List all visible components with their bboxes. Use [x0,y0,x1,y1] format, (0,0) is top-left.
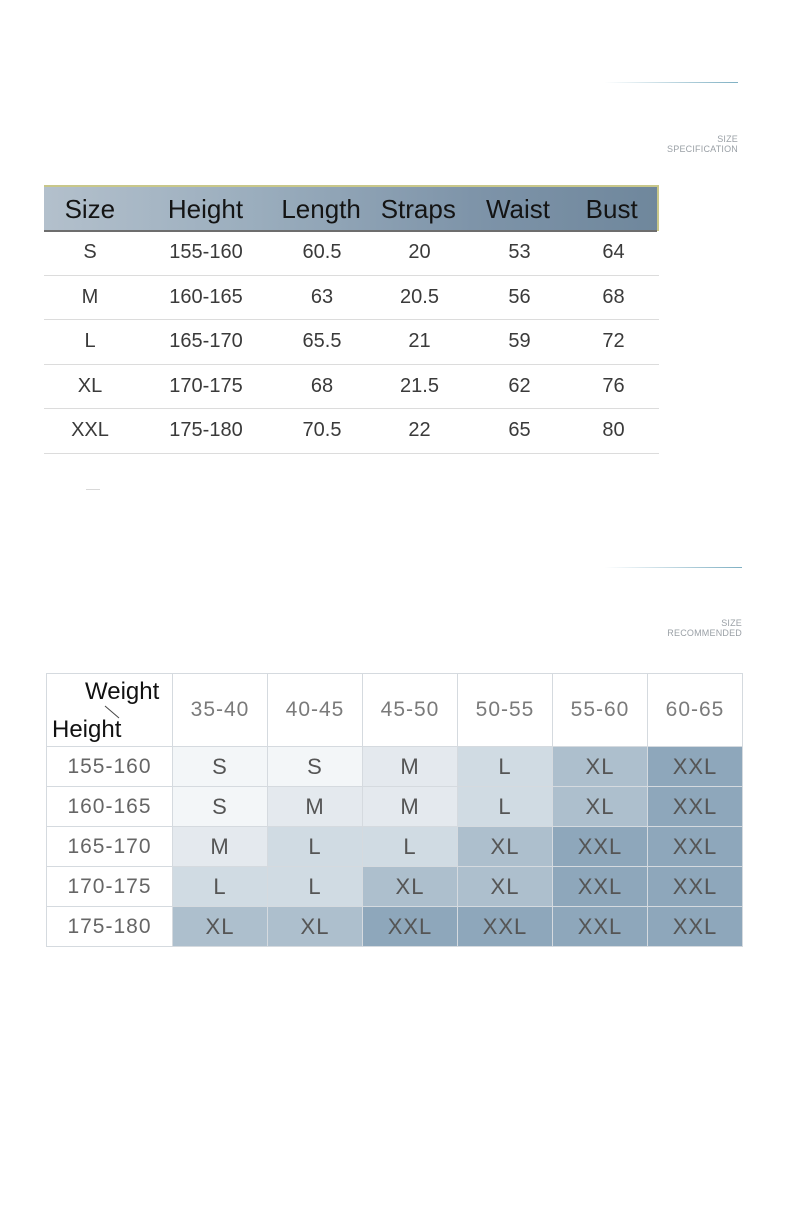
size-cell: XXL [553,827,648,867]
size-cell: L [268,827,363,867]
table-header [47,674,743,747]
size-cell: M [363,747,458,787]
size-cell: XXL [553,907,648,947]
size-cell: L [173,867,268,907]
table-row [47,827,743,867]
weight-header: 60-65 [648,674,743,747]
size-cell: XL [458,867,553,907]
height-header: 175-180 [47,907,173,947]
table-cell: 175-180 [169,419,243,442]
size-cell: L [268,867,363,907]
size-specification-table [44,185,659,454]
size-cell: S [173,747,268,787]
decorative-line [86,489,100,490]
decorative-line [604,82,738,83]
height-header: 155-160 [47,747,173,787]
size-cell: L [458,747,553,787]
table-cell: 20 [408,241,431,264]
size-cell: XL [553,747,648,787]
table-cell: 65 [508,419,531,442]
table-cell: 21.5 [400,374,439,397]
size-cell: L [363,827,458,867]
size-recommendation-table [46,673,743,947]
table-cell: 70.5 [302,419,342,442]
table-cell: 72 [602,330,625,353]
table-cell: 68 [602,285,625,308]
size-cell: XXL [648,867,743,907]
size-cell: XXL [553,867,648,907]
table-row [47,907,743,947]
column-header: Waist [485,193,550,224]
caption-line: SIZE [721,618,742,628]
caption-line: SIZE [717,134,738,144]
table-cell: XXL [71,419,109,442]
table-cell: 76 [602,374,625,397]
height-header: 165-170 [47,827,173,867]
column-header: Straps [380,193,456,224]
column-header: Size [64,193,116,224]
table-row [44,365,659,410]
table-row [44,231,659,276]
height-header: 160-165 [47,787,173,827]
table-cell: M [81,285,99,308]
column-header: Length [281,193,361,224]
table-cell: S [83,241,97,264]
weight-header: 45-50 [363,674,458,747]
weight-header: 55-60 [553,674,648,747]
table-cell: 20.5 [400,285,439,308]
table-cell: 21 [408,330,431,353]
table-cell: 165-170 [169,330,243,353]
column-header: Height [167,193,244,224]
table-cell: 53 [508,241,531,264]
table-cell: 59 [508,330,531,353]
size-cell: S [173,787,268,827]
size-cell: XXL [648,747,743,787]
column-header: Bust [585,193,638,224]
weight-header: 35-40 [173,674,268,747]
weight-header: 40-45 [268,674,363,747]
size-cell: XL [268,907,363,947]
size-cell: M [363,787,458,827]
section-caption-specification [667,134,738,154]
table-cell: 65.5 [302,330,342,353]
section-caption-recommended [667,618,742,638]
size-cell: XXL [648,787,743,827]
table-cell: 63 [310,285,334,308]
table-cell: 68 [310,374,334,397]
size-cell: XL [173,907,268,947]
size-cell: M [173,827,268,867]
table-cell: 56 [508,285,531,308]
size-cell: M [268,787,363,827]
caption-line: RECOMMENDED [667,628,742,638]
height-label: Height [52,716,122,743]
table-row [47,867,743,907]
table-cell: 80 [602,419,625,442]
table-cell: 64 [602,241,625,264]
table-cell: L [84,330,96,353]
table-cell: 62 [508,374,531,397]
size-cell: XXL [363,907,458,947]
caption-line: SPECIFICATION [667,144,738,154]
size-cell: XL [553,787,648,827]
weight-header: 50-55 [458,674,553,747]
size-cell: S [268,747,363,787]
table-cell: 60.5 [302,241,342,264]
size-cell: XXL [458,907,553,947]
table-row [44,320,659,365]
table-cell: 170-175 [169,374,243,397]
table-row [47,787,743,827]
table-cell: XL [77,374,103,397]
table-row [44,409,659,454]
table-row [44,276,659,321]
height-header: 170-175 [47,867,173,907]
weight-label: Weight [85,678,160,705]
size-cell: XL [458,827,553,867]
size-cell: XXL [648,907,743,947]
decorative-line [604,567,742,568]
corner-cell [47,674,173,747]
table-row [47,747,743,787]
table-cell: 155-160 [169,241,243,264]
size-cell: XL [363,867,458,907]
size-cell: XXL [648,827,743,867]
table-header [44,185,659,231]
size-cell: L [458,787,553,827]
table-cell: 160-165 [169,285,243,308]
table-cell: 22 [408,419,431,442]
